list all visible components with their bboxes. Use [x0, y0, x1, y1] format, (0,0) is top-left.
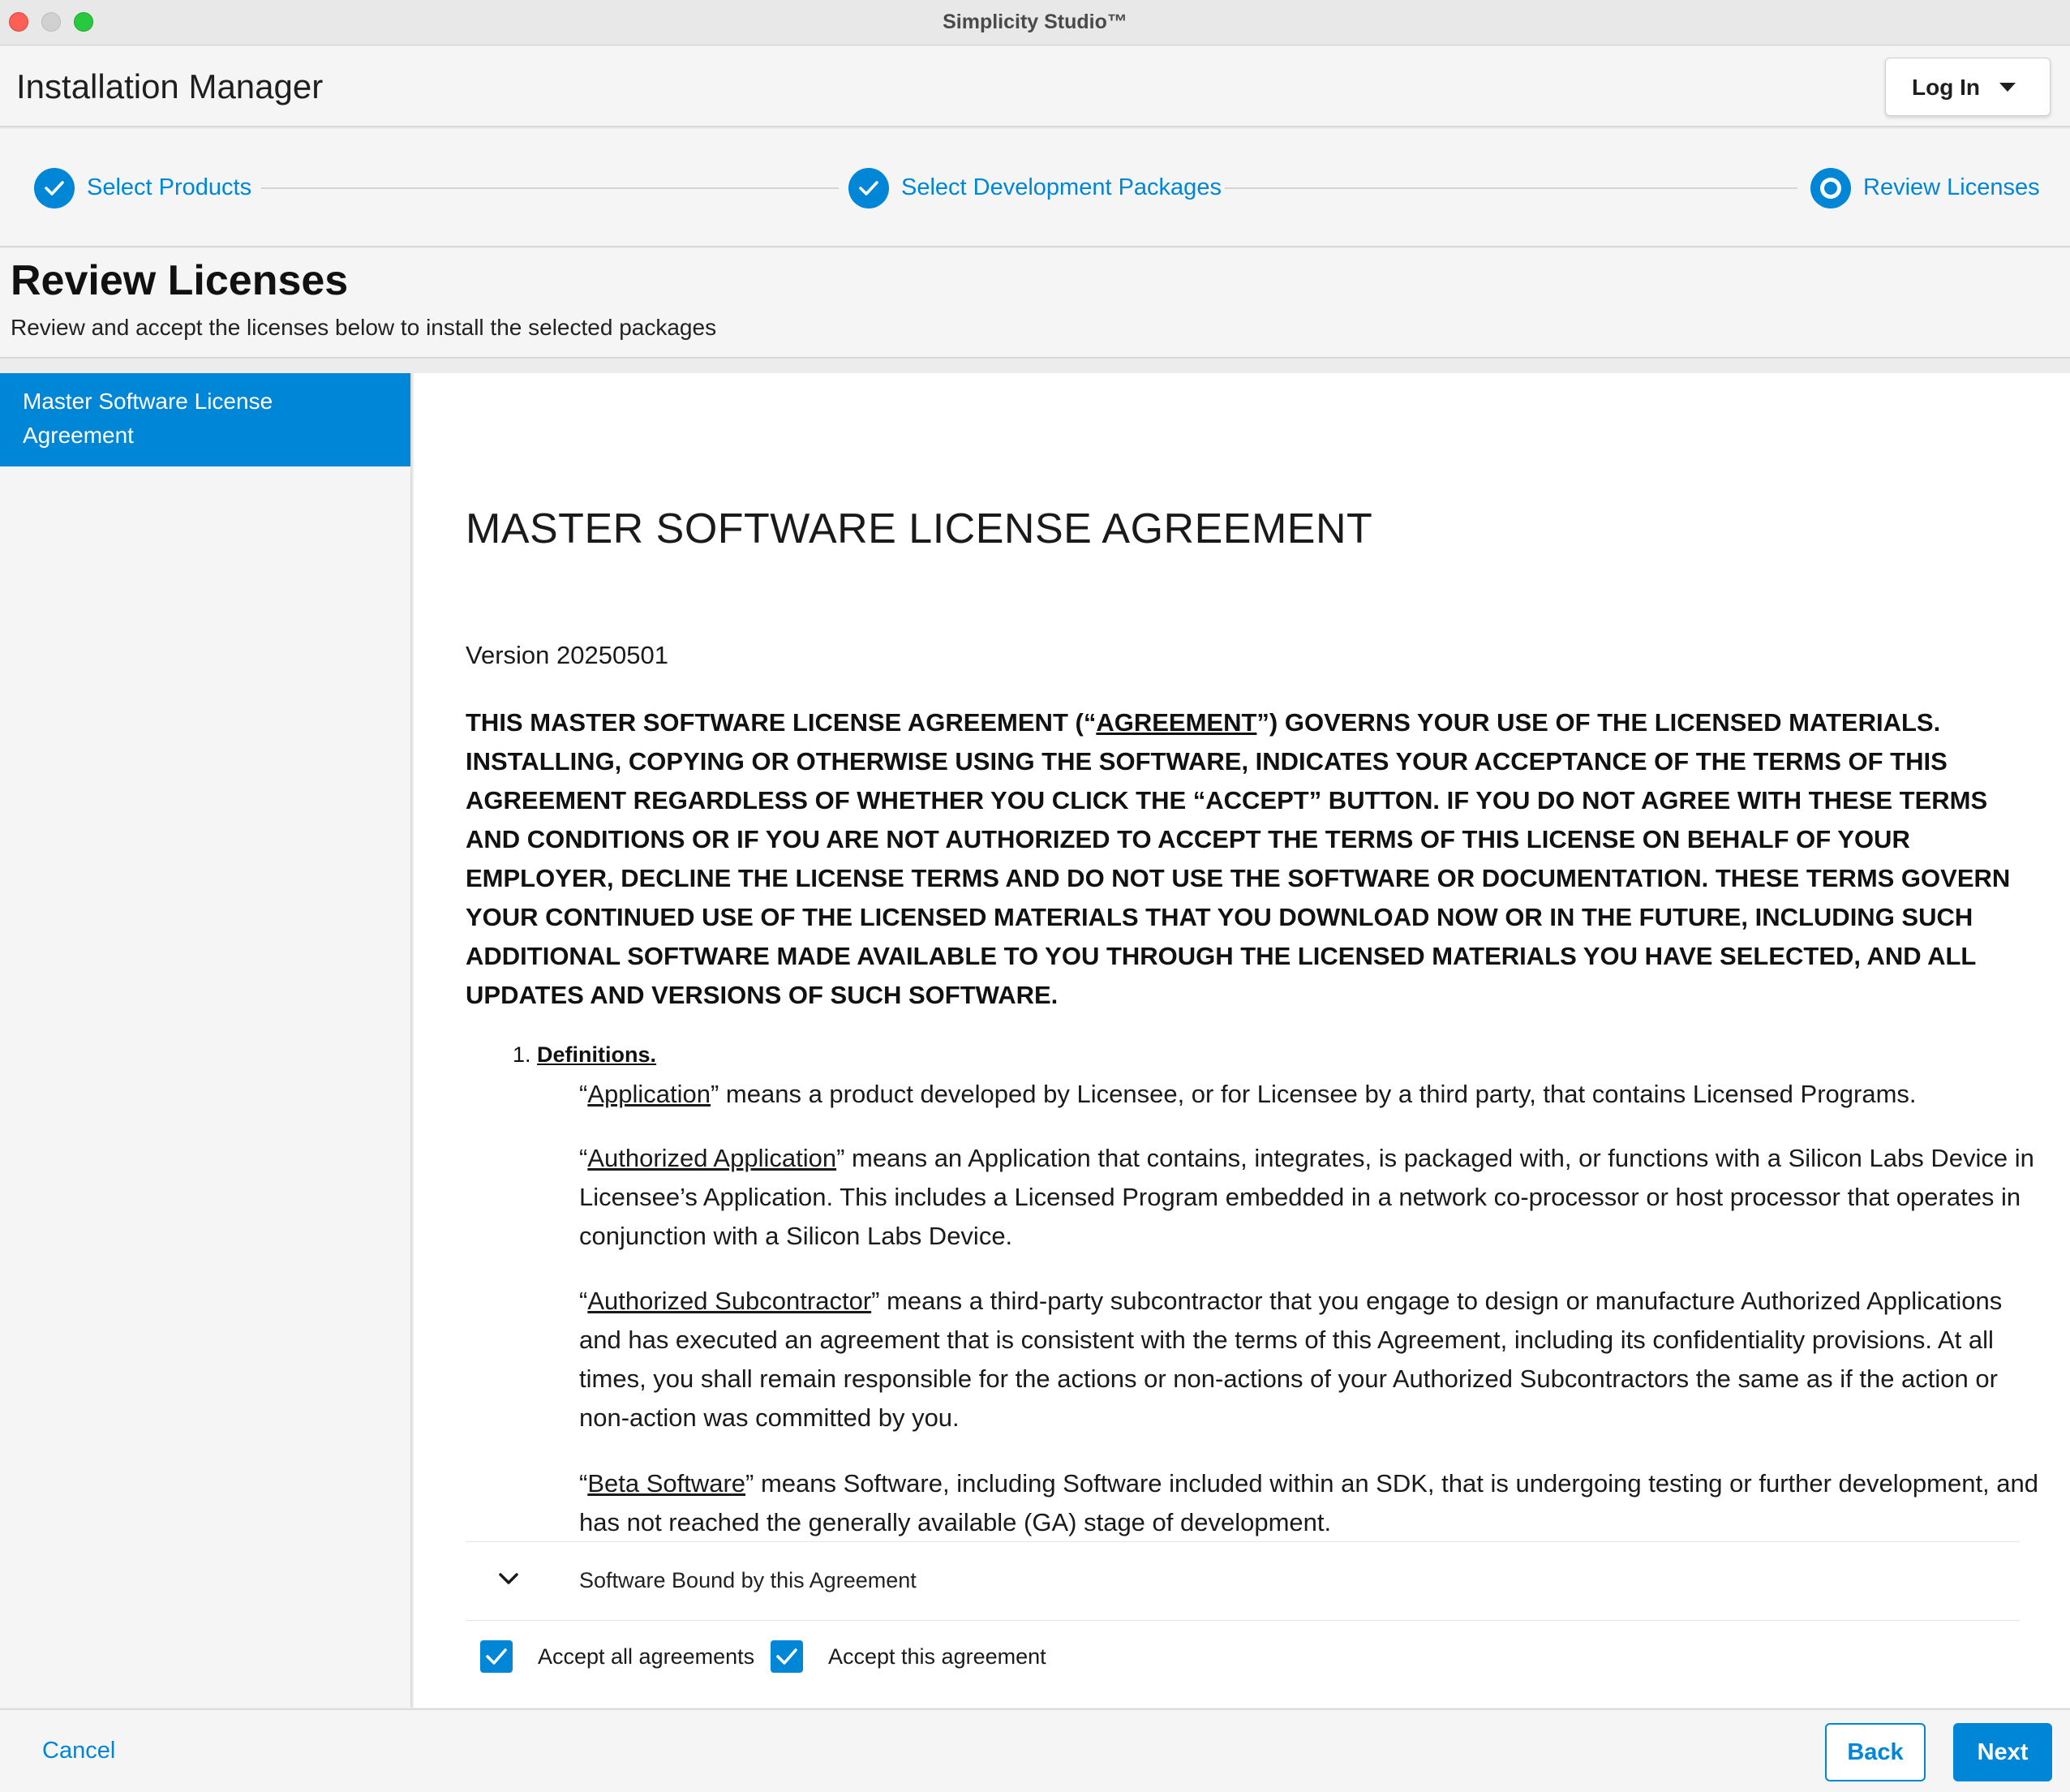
section-header	[0, 248, 2070, 359]
login-button-label: Log In	[1912, 75, 1980, 100]
window-title: Simplicity Studio™	[943, 11, 1127, 33]
definition-term: Authorized Subcontractor	[587, 1287, 872, 1315]
accept-all-checkbox[interactable]	[480, 1640, 513, 1673]
sidebar-item-master-software-license[interactable]: Master Software License Agreement	[0, 373, 410, 466]
next-button[interactable]: Next	[1953, 1723, 2052, 1781]
definition-paragraph	[579, 1464, 2039, 1539]
definition-paragraph	[579, 1282, 2039, 1437]
page-subtitle: Review and accept the licenses below to install the selected packages	[11, 315, 717, 340]
definition-text: ” means a third-party subcontractor that you engage to design or manufacture Authorized Applications and has executed an agreement that is consistent with the terms of this Agreement, including its confidentiality provisions. At all times, you shall remain responsible for the actions or non-actions of your Authorized Subcontractors the same as if the action or non-action was committed by you.	[579, 1287, 2003, 1432]
license-section-heading	[513, 1042, 656, 1068]
app-title: Installation Manager	[16, 67, 324, 105]
open-quote: “	[579, 1080, 588, 1108]
software-bound-label: Software Bound by this Agreement	[579, 1568, 917, 1592]
step-select-products[interactable]: Select Products	[87, 174, 252, 200]
checkmark-icon	[485, 1647, 508, 1666]
license-preamble	[466, 703, 2031, 1015]
definition-term: Beta Software	[587, 1469, 746, 1498]
chevron-down-icon	[498, 1571, 519, 1586]
accept-controls	[466, 1632, 2020, 1681]
accept-this-label[interactable]: Accept this agreement	[828, 1644, 1046, 1669]
back-button[interactable]: Back	[1825, 1723, 1926, 1781]
preamble-text: THIS MASTER SOFTWARE LICENSE AGREEMENT (“	[466, 708, 1097, 737]
accept-all-label[interactable]: Accept all agreements	[538, 1644, 755, 1669]
software-bound-expander[interactable]	[466, 1541, 2020, 1621]
definition-term: Application	[587, 1080, 711, 1108]
definition-text: ” means a product developed by Licensee, or for Licensee by a third party, that contains Licensed Programs.	[710, 1080, 1917, 1108]
open-quote: “	[579, 1469, 588, 1498]
stepper-connector	[261, 187, 839, 189]
step-review-licenses[interactable]: Review Licenses	[1863, 174, 2040, 200]
wizard-footer	[0, 1708, 2070, 1792]
definition-paragraph	[579, 1139, 2039, 1256]
caret-down-icon	[1999, 83, 2016, 92]
section-title: Definitions.	[537, 1042, 657, 1067]
license-version: Version 20250501	[466, 641, 668, 669]
definition-text: ” means an Application that contains, integrates, is packaged with, or functions with a Silicon Labs Device in Licensee’s Application. This includes a Licensed Program embedded in a network co-processor or host processor that operates in conjunction with a Silicon Labs Device.	[579, 1144, 2034, 1250]
license-list-sidebar	[0, 373, 412, 1708]
step-active-radio-dot-icon	[1810, 168, 1851, 208]
definition-paragraph	[579, 1075, 2039, 1114]
login-button[interactable]	[1885, 58, 2051, 116]
section-number: 1.	[513, 1042, 531, 1067]
window-titlebar	[0, 0, 2070, 45]
stepper-connector	[1225, 187, 1797, 189]
checkmark-icon	[775, 1647, 798, 1666]
open-quote: “	[579, 1144, 588, 1172]
license-title: MASTER SOFTWARE LICENSE AGREEMENT	[466, 505, 1373, 552]
definition-term: Authorized Application	[587, 1144, 837, 1172]
step-complete-check-icon	[848, 168, 889, 208]
license-content-pane[interactable]	[414, 373, 2070, 1708]
open-quote: “	[579, 1287, 588, 1315]
page-title: Review Licenses	[11, 257, 349, 304]
accept-this-checkbox[interactable]	[771, 1640, 803, 1673]
definition-text: ” means Software, including Software included within an SDK, that is undergoing testing or further development, and has not reached the generally available (GA) stage of development.	[579, 1469, 2039, 1536]
app-header	[0, 46, 2070, 127]
preamble-term: AGREEMENT	[1096, 708, 1257, 737]
step-complete-check-icon	[34, 168, 75, 208]
step-select-development-packages[interactable]: Select Development Packages	[901, 174, 1222, 200]
preamble-text: ”) GOVERNS YOUR USE OF THE LICENSED MATERIALS. INSTALLING, COPYING OR OTHERWISE USING THE SOFTWARE, INDICATES YOUR ACCEPTANCE OF THE TERMS OF THIS AGREEMENT REGARDLESS OF WHETHER YOU CLICK THE “ACCEPT” BUTTON. IF YOU DO NOT AGREE WITH THESE TERMS AND CONDITIONS OR IF YOU ARE NOT AUTHORIZED TO ACCEPT THE TERMS OF THIS LICENSE ON BEHALF OF YOUR EMPLOYER, DECLINE THE LICENSE TERMS AND DO NOT USE THE SOFTWARE OR DOCUMENTATION. THESE TERMS GOVERN YOUR CONTINUED USE OF THE LICENSED MATERIALS THAT YOU DOWNLOAD NOW OR IN THE FUTURE, INCLUDING SUCH ADDITIONAL SOFTWARE MADE AVAILABLE TO YOU THROUGH THE LICENSED MATERIALS YOU HAVE SELECTED, AND ALL UPDATES AND VERSIONS OF SUCH SOFTWARE.	[466, 708, 2011, 1009]
install-stepper	[0, 129, 2070, 247]
cancel-button[interactable]: Cancel	[42, 1738, 116, 1764]
